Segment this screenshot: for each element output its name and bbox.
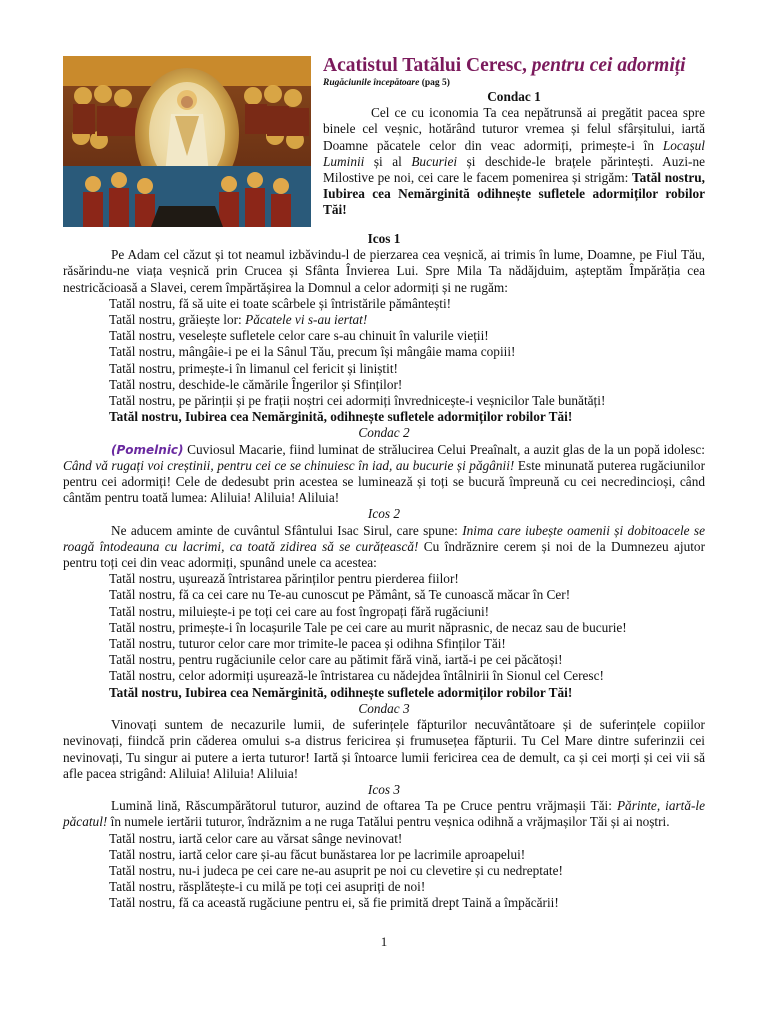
refrain-line: Tatăl nostru, Iubirea cea Nemărginită, odihnește sufletele adormiților robilor Tăi! — [109, 409, 573, 425]
document-page — [63, 56, 705, 912]
invocation-line: Tatăl nostru, fă să uite ei toate scârbele și întristările pământești! — [109, 295, 452, 311]
document-title: Acatistul Tatălui Ceresc, pentru cei adormiți — [323, 55, 686, 76]
condac2-heading: Condac 2 — [358, 425, 410, 441]
icos3-text: Lumină lină, Răscumpărătorul tuturor, auzind de oftarea Ta pe Cruce pentru vrăjmașii Tăi: Părinte, iartă-le păcatul! în numele iertării tuturor, îndrăznim a ne ruga Tatălui pentru veșnica odihnă a vrăjmașilor Tăi și ai noștri. — [63, 798, 706, 830]
invocation-line: Tatăl nostru, veselește sufletele celor care s-au chinuit în valurile vieții! — [109, 328, 489, 344]
invocation-line: Tatăl nostru, pentru rugăciunile celor care au pătimit fără vină, iartă-i pe cei păcătoși! — [109, 652, 563, 668]
invocation-line: Tatăl nostru, miluiește-i pe toți cei care au fost îngropați fără rugăciuni! — [109, 603, 490, 619]
page-number: 1 — [380, 934, 388, 949]
invocation-line: Tatăl nostru, nu-i judeca pe cei care ne-au asuprit pe noi cu clevetire și cu nedreptate! — [109, 862, 563, 878]
icos1-heading: Icos 1 — [367, 231, 401, 246]
orthodox-icon-image-svg — [63, 56, 311, 227]
condac1-heading: Condac 1 — [487, 89, 541, 104]
icos2-heading: Icos 2 — [367, 506, 401, 522]
document-subtitle: Rugăciunile începătoare (pag 5) — [323, 78, 450, 88]
invocation-line: Tatăl nostru, răsplătește-i cu milă pe toți cei asupriți de noi! — [109, 879, 426, 895]
condac3-text: Vinovați suntem de necazurile lumii, de suferințele făpturilor necuvântătoare și de suferințele copiilor nevinovați, fiindcă prin căderea omului s-a distrus fericirea și frumusețea făpturii. Tu Cel Mare dintre suferinzii cei nevinovați, Tu singur ai putere a ierta tuturor! Iartă și întoarce lumii fericirea cea de demult, ca și cei morți și cei vii să afle pacea strigând: Aliluia! Aliluia! Aliluia! — [63, 717, 705, 781]
invocation-line: Tatăl nostru, iartă celor care și-au făcut bunăstarea lor pe lacrimile aproapelui! — [109, 846, 526, 862]
condac2-text: (Pomelnic) Cuviosul Macarie, fiind luminat de strălucirea Celui Preaînalt, a auzit glas de la un popă idolesc: Când vă rugați voi creștinii, pentru cei ce se chinuiesc în iad, au bucurie și păgânii! Este minunată puterea rugăciunilor pentru cei adormiți! Cele de dedesubt prin acestea se luminează și toți se bucură împreună cu cei necredincioși, când cântăm pentru toată lumea: Aliluia! Aliluia! Aliluia! — [63, 441, 705, 506]
icos1-text: Pe Adam cel căzut și tot neamul izbăvindu-l de pierzarea cea veșnică, ai trimis în lume, Doamne, pe Fiul Tău, răsărindu-ne viața veșnică prin Crucea și Sfânta Învierea Lui. Spre Mila Ta nădăjduim, așteptăm Împărăția cea nestricăcioasă a Slavei, cerem împărtășirea la Domnul a celor adormiți și ne rugăm: — [63, 247, 705, 295]
pomelnic-label: (Pomelnic) — [111, 442, 184, 457]
condac1-text: Cel ce cu iconomia Ta cea nepătrunsă ai pregătit pacea spre binele cel veșnic, hotărând tuturor vremea și felul sfârșitului, iartă Doamne păcatele celor din veac adormiți, primește-i în Locașul Luminii și al Bucuriei și deschide-le brațele părintești. Auzi-ne Milostive pe noi, cei care le facem pomenirea și strigăm: Tatăl nostru, Iubirea cea Nemărginită odihnește sufletele adormiților robilor Tăi! — [323, 105, 705, 218]
invocation-line: Tatăl nostru, iartă celor care au vărsat sânge nevinovat! — [109, 830, 403, 846]
condac3-heading: Condac 3 — [358, 700, 410, 716]
invocation-line: Tatăl nostru, fă ca cei care nu Te-au cunoscut pe Pământ, să Te cunoască măcar în Cer! — [109, 587, 571, 603]
invocation-line: Tatăl nostru, tuturor celor care mor trimite-le pacea și odihna Sfinților Tăi! — [109, 636, 506, 652]
icos3-heading: Icos 3 — [367, 781, 401, 797]
invocation-line: Tatăl nostru, grăiește lor: Păcatele vi s-au iertat! — [109, 312, 368, 328]
icon-image — [63, 56, 311, 227]
invocation-line: Tatăl nostru, celor adormiți ușurează-le întristarea cu nădejdea întâlnirii în Sionul cel Ceresc! — [109, 668, 604, 684]
invocation-line: Tatăl nostru, pe părinții și pe frații noștri cei adormiți învrednicește-i veșnicilor Tale bunătăți! — [109, 393, 606, 409]
invocation-line: Tatăl nostru, ușurează întristarea părinților pentru pierderea fiilor! — [109, 571, 459, 587]
icos2-text: Ne aducem aminte de cuvântul Sfântului Isac Sirul, care spune: Inima care iubește oamenii și dobitoacele se roagă întodeauna cu lacrimi, ca toată zidirea să se curățească! Cu îndrăznire cerem și noi de la Dumnezeu ajutor pentru toți cei din veac adormiți, spunând unele ca acestea: — [63, 522, 706, 571]
refrain-line: Tatăl nostru, Iubirea cea Nemărginită, odihnește sufletele adormiților robilor Tăi! — [109, 684, 573, 700]
invocation-line: Tatăl nostru, mângâie-i pe ei la Sânul Tău, precum își mângâie mama copiii! — [109, 344, 516, 360]
invocation-line: Tatăl nostru, fă ca această rugăciune pentru ei, să fie primită drept Taină a împăcării! — [109, 895, 559, 911]
invocation-line: Tatăl nostru, primește-i în limanul cel fericit și liniștit! — [109, 360, 398, 376]
invocation-line: Tatăl nostru, deschide-le cămările Îngerilor și Sfinților! — [109, 376, 403, 392]
invocation-line: Tatăl nostru, primește-i în locașurile Tale pe cei care au murit năprasnic, de necaz sau de bucurie! — [109, 619, 627, 635]
